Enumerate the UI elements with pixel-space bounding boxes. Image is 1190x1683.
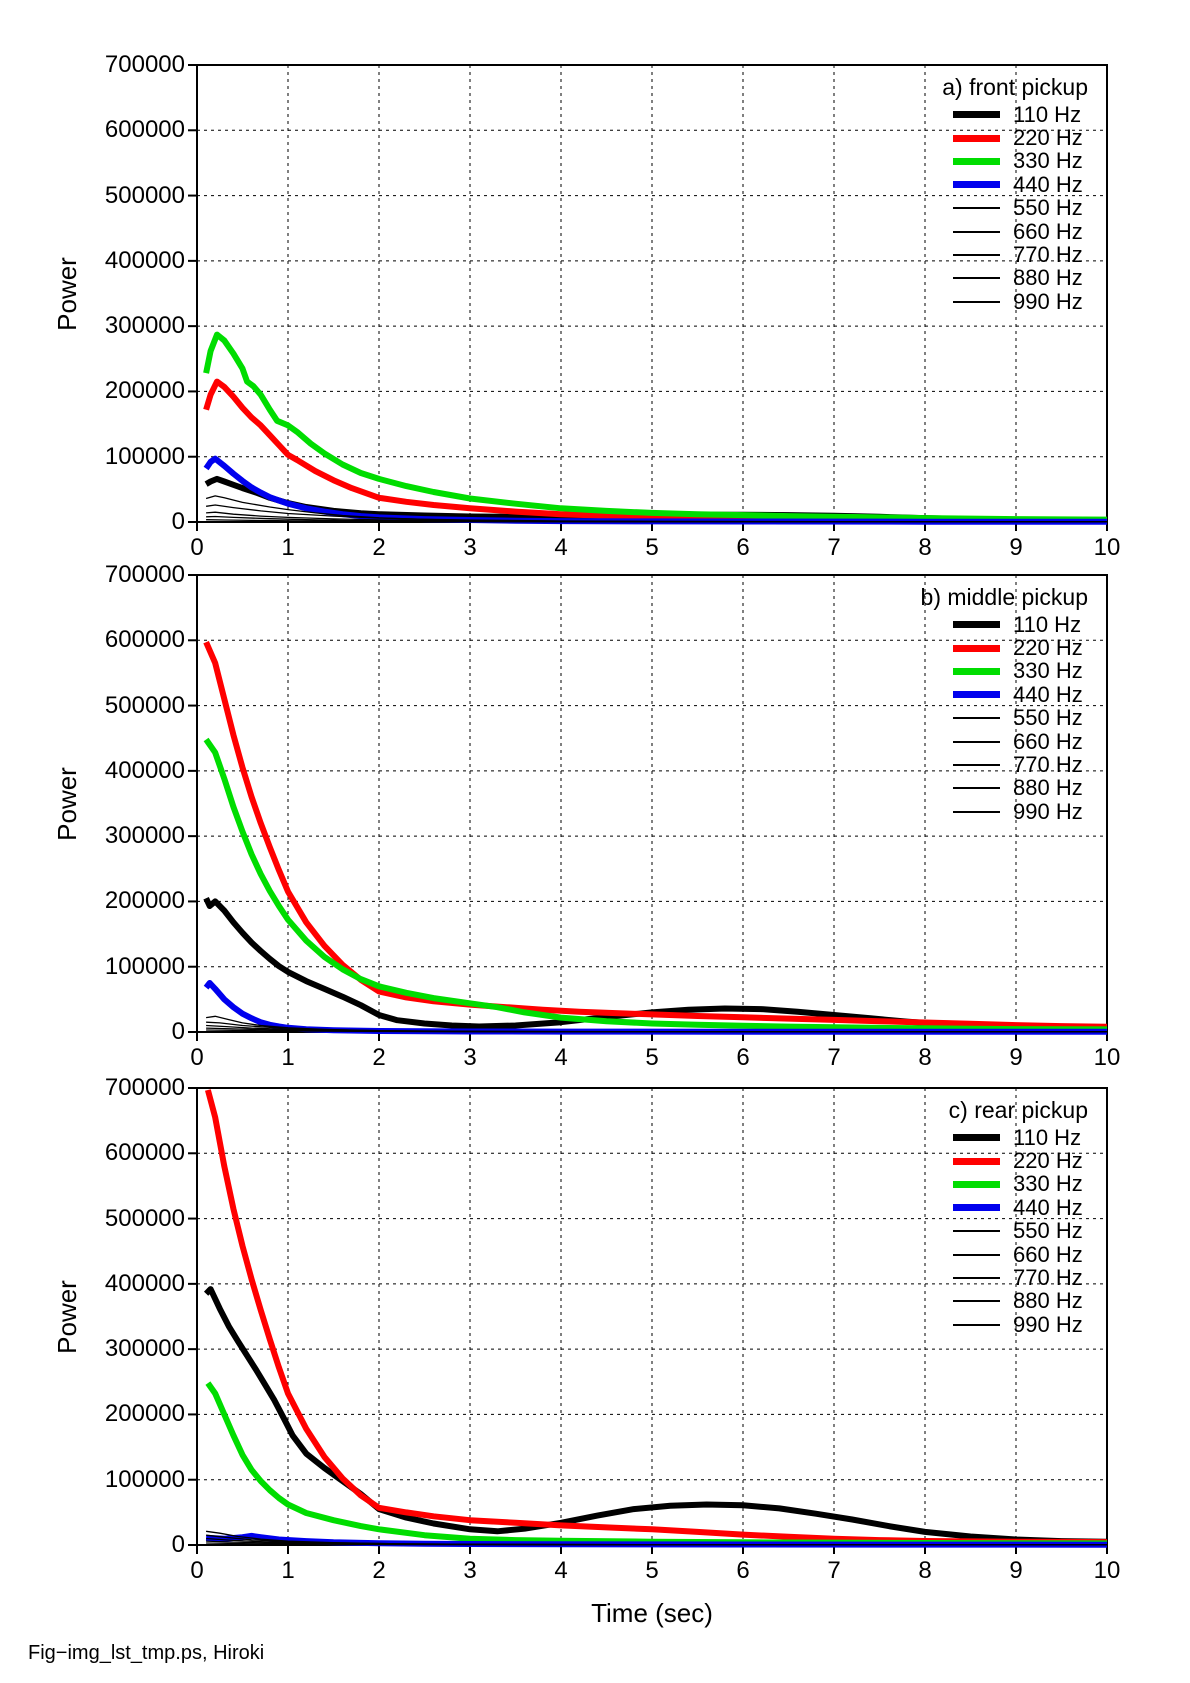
y-tick-label: 500000 [104,691,185,719]
series-330hz [206,740,1107,1030]
series-220hz [208,1090,1107,1542]
x-tick-label: 4 [554,534,568,561]
x-tick-label: 3 [463,534,477,561]
legend-label: 990 Hz [1013,288,1083,314]
x-tick-label: 2 [372,1557,386,1584]
y-tick-label: 0 [171,1531,185,1558]
legend-label: 220 Hz [1013,635,1083,661]
legend-label: 770 Hz [1013,242,1083,268]
legend-label: 880 Hz [1013,265,1083,291]
x-tick-label: 4 [554,1044,568,1071]
legend-label: 440 Hz [1013,1194,1083,1220]
x-tick-label: 7 [827,534,841,561]
x-tick-label: 0 [190,534,204,561]
x-tick-label: 2 [372,1044,386,1071]
x-tick-label: 3 [463,1044,477,1071]
chart-title: a) front pickup [942,74,1088,100]
y-tick-label: 600000 [104,626,185,654]
plot-svg [187,65,1117,534]
legend-label: 220 Hz [1013,125,1083,151]
legend-label: 220 Hz [1013,1148,1083,1174]
x-tick-label: 7 [827,1044,841,1071]
x-tick-label: 5 [645,1044,659,1071]
x-tick-label: 9 [1009,534,1023,561]
x-tick-label: 2 [372,534,386,561]
legend-label: 990 Hz [1013,798,1083,824]
legend-label: 330 Hz [1013,148,1083,174]
x-tick-label: 3 [463,1557,477,1584]
x-tick-label: 10 [1093,534,1121,561]
y-tick-label: 0 [171,508,185,535]
x-tick-label: 10 [1093,1044,1121,1071]
x-tick-label: 1 [281,534,295,561]
y-tick-label: 400000 [104,246,185,274]
plot-frame [197,65,1107,522]
y-tick-label: 100000 [104,442,185,470]
y-tick-label: 600000 [104,1139,185,1167]
x-tick-label: 7 [827,1557,841,1584]
x-tick-label: 1 [281,1557,295,1584]
legend-label: 880 Hz [1013,775,1083,801]
y-tick-label: 700000 [104,561,185,588]
legend-label: 550 Hz [1013,705,1083,731]
legend-label: 660 Hz [1013,728,1083,754]
x-tick-label: 0 [190,1557,204,1584]
xlabel-time: Time (sec) [591,1598,713,1628]
y-tick-label: 400000 [104,1269,185,1297]
y-tick-label: 300000 [104,1335,185,1363]
legend-label: 770 Hz [1013,752,1083,778]
y-tick-label: 200000 [104,1400,185,1428]
y-tick-label: 700000 [104,1074,185,1101]
y-tick-label: 600000 [104,116,185,144]
series-330hz [208,1383,1107,1543]
legend-label: 110 Hz [1013,101,1082,127]
legend-label: 550 Hz [1013,1218,1083,1244]
y-tick-label: 400000 [104,756,185,784]
x-tick-label: 6 [736,534,750,561]
ylabel-power: Power [52,1279,82,1354]
y-tick-label: 300000 [104,312,185,340]
y-tick-label: 500000 [104,1204,185,1232]
y-tick-label: 100000 [104,1465,185,1493]
x-tick-label: 8 [918,534,932,561]
x-tick-label: 0 [190,1044,204,1071]
y-tick-label: 700000 [104,51,185,78]
plot-svg [187,1088,1117,1557]
legend-label: 770 Hz [1013,1265,1083,1291]
x-tick-label: 6 [736,1044,750,1071]
legend-label: 330 Hz [1013,1171,1083,1197]
footer-text: Fig−img_lst_tmp.ps, Hiroki [28,1642,265,1664]
y-tick-label: 0 [171,1018,185,1045]
y-tick-label: 500000 [104,181,185,209]
x-tick-label: 8 [918,1557,932,1584]
y-tick-label: 200000 [104,887,185,915]
legend-label: 880 Hz [1013,1288,1083,1314]
y-tick-label: 100000 [104,952,185,980]
ylabel-power: Power [52,256,82,331]
legend-label: 440 Hz [1013,681,1083,707]
x-tick-label: 9 [1009,1557,1023,1584]
legend-label: 660 Hz [1013,1241,1083,1267]
series-330hz [206,335,1107,520]
x-tick-label: 5 [645,1557,659,1584]
y-tick-label: 200000 [104,377,185,405]
x-tick-label: 4 [554,1557,568,1584]
ylabel-power: Power [52,766,82,841]
x-tick-label: 10 [1093,1557,1121,1584]
legend-label: 330 Hz [1013,658,1083,684]
legend-label: 550 Hz [1013,195,1083,221]
plot-svg [187,575,1117,1044]
series-220hz [206,382,1107,521]
y-tick-label: 300000 [104,822,185,850]
chart-title: b) middle pickup [920,584,1088,610]
x-tick-label: 8 [918,1044,932,1071]
legend-label: 440 Hz [1013,171,1083,197]
legend-label: 990 Hz [1013,1311,1083,1337]
legend-label: 110 Hz [1013,611,1082,637]
series-110hz [206,1289,1107,1542]
x-tick-label: 5 [645,534,659,561]
x-tick-label: 6 [736,1557,750,1584]
legend-label: 110 Hz [1013,1124,1082,1150]
x-tick-label: 1 [281,1044,295,1071]
chart-title: c) rear pickup [948,1097,1088,1123]
legend-label: 660 Hz [1013,218,1083,244]
x-tick-label: 9 [1009,1044,1023,1071]
